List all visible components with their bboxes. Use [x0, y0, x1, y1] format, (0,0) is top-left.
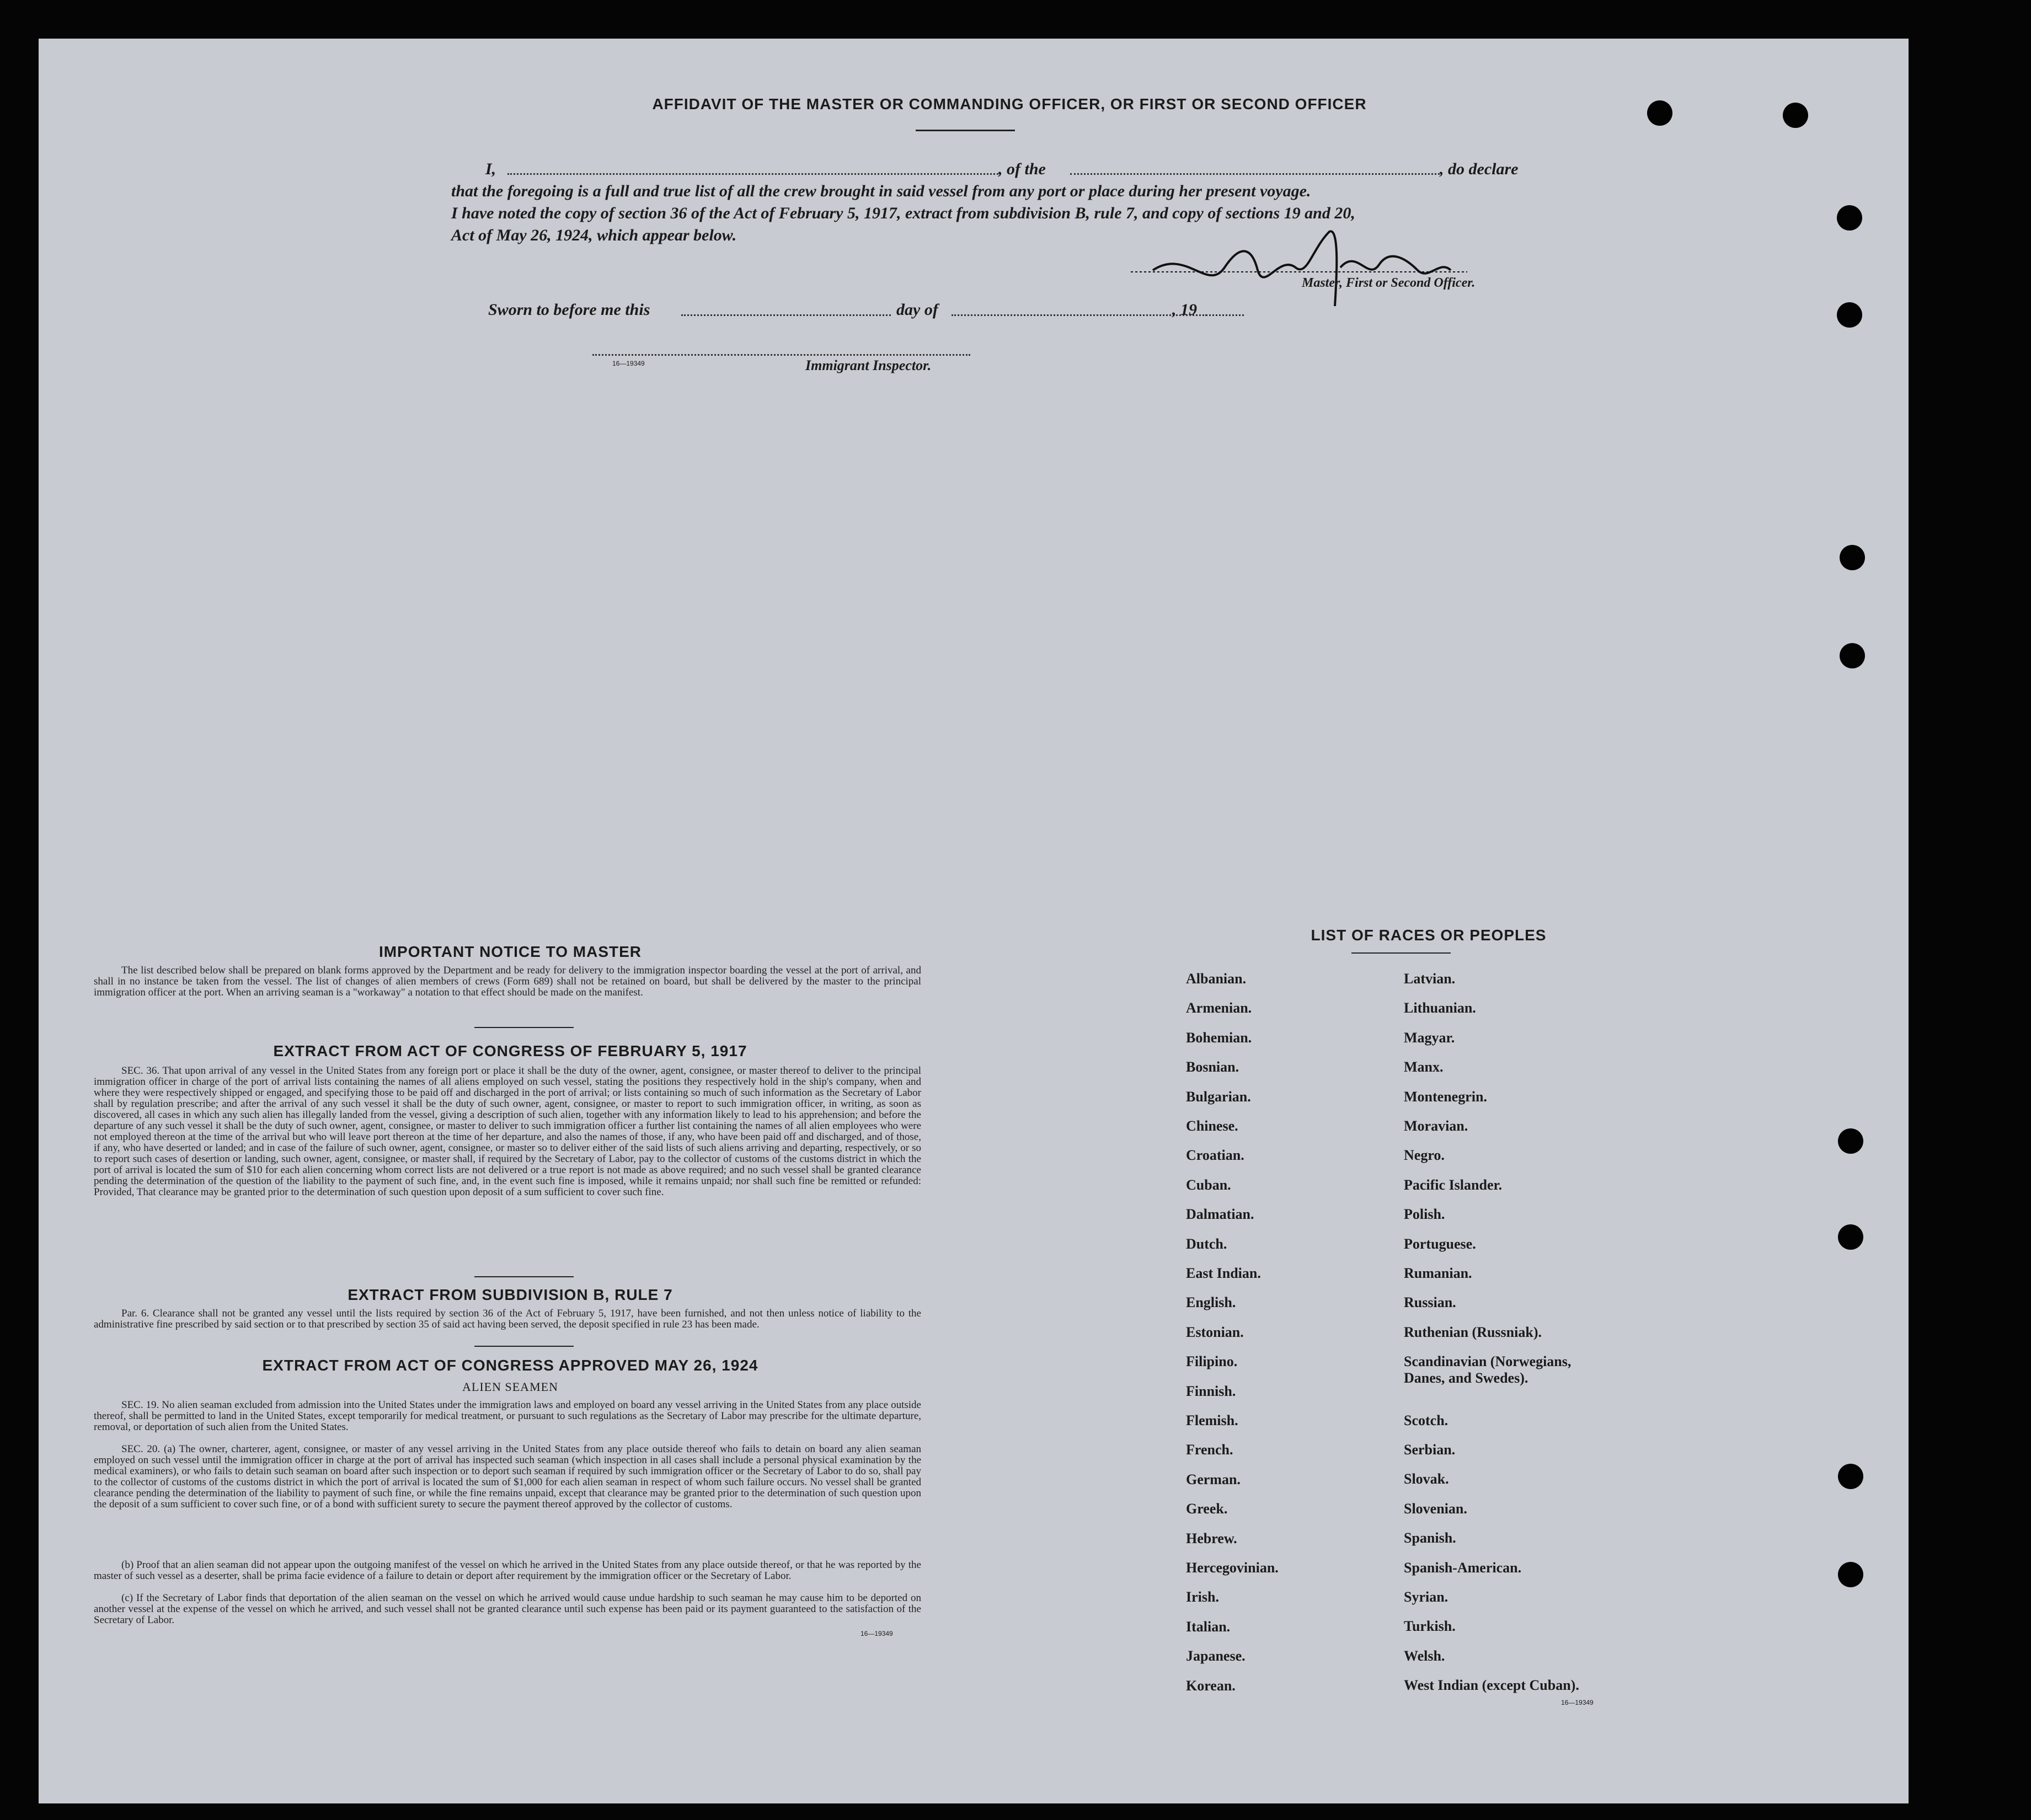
race-item: Negro.: [1404, 1147, 1445, 1164]
affidavit-line3: I have noted the copy of section 36 of the Act of February 5, 1917, extract from subdivision B, rule 7, and copy of sections 19 and 20,: [451, 204, 1355, 222]
vessel-blank: [1070, 173, 1440, 175]
document-page: [39, 39, 1909, 1803]
race-item: Turkish.: [1404, 1618, 1456, 1635]
affidavit-i: I,: [485, 160, 496, 178]
race-item: Scotch.: [1404, 1412, 1449, 1428]
race-item: Italian.: [1186, 1618, 1231, 1635]
race-item: Rumanian.: [1404, 1265, 1472, 1281]
race-item: East Indian.: [1186, 1265, 1261, 1281]
race-item: Hercegovinian.: [1186, 1560, 1279, 1576]
race-item: Latvian.: [1404, 971, 1456, 987]
race-item: Bosnian.: [1186, 1059, 1239, 1075]
race-item: Cuban.: [1186, 1176, 1231, 1193]
race-item: Bohemian.: [1186, 1029, 1252, 1046]
binder-hole: [1838, 1464, 1863, 1489]
race-item: Slovak.: [1404, 1471, 1449, 1487]
extract-1924-subtitle: ALIEN SEAMEN: [462, 1380, 558, 1394]
sworn-year: , 19: [1172, 301, 1197, 319]
binder-hole: [1838, 1562, 1863, 1587]
binder-hole: [1837, 302, 1862, 328]
race-item: Pacific Islander.: [1404, 1176, 1503, 1193]
race-item: Russian.: [1404, 1294, 1456, 1311]
extract-1924-form-number: 16—19349: [860, 1630, 893, 1637]
races-divider: [1351, 952, 1451, 954]
binder-hole: [1840, 545, 1865, 570]
race-item: Lithuanian.: [1404, 1000, 1476, 1016]
extract-1917-divider: [474, 1276, 574, 1277]
race-item: Spanish.: [1404, 1530, 1456, 1546]
race-item: Flemish.: [1186, 1412, 1238, 1428]
affidavit-line2: that the foregoing is a full and true list of all the crew brought in said vessel from any port or place during her present voyage.: [451, 182, 1311, 200]
race-item: Hebrew.: [1186, 1530, 1237, 1546]
race-item: Estonian.: [1186, 1324, 1244, 1340]
races-form-number: 16—19349: [1561, 1699, 1594, 1706]
race-item: Bulgarian.: [1186, 1088, 1251, 1105]
affidavit-title: AFFIDAVIT OF THE MASTER OR COMMANDING OFFICER, OR FIRST OR SECOND OFFICER: [652, 95, 1367, 113]
extract-1924-sec19: SEC. 19. No alien seaman excluded from admission into the United States under the immigration laws and employed on board any vessel arriving in the United States from any place outside thereof, shall be permitted to land in the United States, except temporarily for medical treatment, or pursuant to such regulations as the Secretary of Labor may prescribe for the ultimate departure, removal, or deportation of such alien from the United States.: [94, 1399, 921, 1433]
binder-hole: [1783, 103, 1808, 128]
name-blank: [507, 173, 998, 175]
race-item: Albanian.: [1186, 971, 1247, 987]
title-underline: [916, 130, 1015, 131]
race-item: Serbian.: [1404, 1442, 1456, 1458]
sworn-day-blank: [681, 314, 891, 316]
race-item: Korean.: [1186, 1677, 1236, 1694]
affidavit-line4: Act of May 26, 1924, which appear below.: [451, 226, 737, 244]
race-item: Slovenian.: [1404, 1500, 1467, 1517]
race-item: Spanish-American.: [1404, 1559, 1522, 1576]
signature-caption: Master, First or Second Officer.: [1302, 276, 1476, 290]
race-item: French.: [1186, 1442, 1233, 1458]
inspector-caption: Immigrant Inspector.: [805, 357, 932, 373]
extract-1924-title: EXTRACT FROM ACT OF CONGRESS APPROVED MAY 26, 1924: [262, 1357, 758, 1374]
race-item: Danes, and Swedes).: [1404, 1370, 1528, 1387]
sworn-year-blank: [1205, 314, 1244, 316]
race-item: Chinese.: [1186, 1118, 1238, 1134]
race-item: Irish.: [1186, 1589, 1219, 1605]
affidavit-declare: , do declare: [1440, 160, 1519, 178]
race-item: Welsh.: [1404, 1647, 1445, 1664]
race-item: Manx.: [1404, 1059, 1444, 1075]
master-signature: [1120, 215, 1506, 309]
notice-title: IMPORTANT NOTICE TO MASTER: [378, 943, 642, 960]
races-title: LIST OF RACES OR PEOPLES: [1311, 927, 1547, 944]
extract-rule7-body: Par. 6. Clearance shall not be granted any vessel until the lists required by section 36 of the Act of February 5, 1917, have been furnished, and not then unless notice of liability to the administrative fine prescribed by said section or to that prescribed by section 35 of said act having been served, the deposit specified in rule 23 has been made.: [94, 1308, 921, 1330]
extract-rule7-title: EXTRACT FROM SUBDIVISION B, RULE 7: [348, 1286, 673, 1303]
binder-hole: [1647, 100, 1672, 126]
affidavit-form-number: 16—19349: [612, 360, 645, 367]
binder-hole: [1838, 1128, 1863, 1154]
inspector-signature-line: [592, 354, 970, 356]
race-item: Portuguese.: [1404, 1235, 1476, 1252]
race-item: English.: [1186, 1294, 1236, 1311]
race-item: Magyar.: [1404, 1029, 1455, 1046]
notice-body: The list described below shall be prepared on blank forms approved by the Department and be ready for delivery to the immigration inspector boarding the vessel at the port of arrival, and shall in no instance be taken from the vessel. The list of changes of alien members of crews (Form 689) shall not be retained on board, but shall be delivered by the master to the principal immigration officer at the port. When an arriving seaman is a "workaway" a notation to that effect should be made on the manifest.: [94, 965, 921, 998]
binder-hole: [1840, 643, 1865, 668]
binder-hole: [1837, 205, 1862, 231]
race-item: Moravian.: [1404, 1118, 1468, 1134]
extract-1924-sec20a: SEC. 20. (a) The owner, charterer, agent, consignee, or master of any vessel arriving in the United States from any place outside thereof who fails to detain on board any alien seaman employed on such vessel until the immigration officer in charge at the port of arrival has inspected such seaman (which inspection in all cases shall include a personal physical examination by the medical examiners), or who fails to detain such seaman on board after such inspection or to deport such seaman if required by such immigration officer or the Secretary of Labor to do so, shall pay to the collector of customs of the customs district in which the port of arrival is located the sum of $1,000 for each alien seaman in respect of whom such failure occurs. No vessel shall be granted clearance pending the determination of the liability to payment of such fine, or while the fine remains unpaid, except that clearance may be granted prior to the determination of such question upon the deposit of a sum sufficient to cover such fine, or of a bond with sufficient surety to secure the payment thereof approved by the collector of customs.: [94, 1443, 921, 1510]
race-item: Dalmatian.: [1186, 1206, 1254, 1223]
race-item: Scandinavian (Norwegians,: [1404, 1353, 1572, 1370]
affidavit-of-the: , of the: [998, 160, 1046, 178]
binder-hole: [1838, 1224, 1863, 1250]
race-item: Montenegrin.: [1404, 1088, 1487, 1105]
race-item: German.: [1186, 1471, 1241, 1487]
notice-divider: [474, 1027, 574, 1028]
race-item: Filipino.: [1186, 1353, 1238, 1370]
race-item: Ruthenian (Russniak).: [1404, 1324, 1542, 1340]
sworn-prefix: Sworn to before me this: [488, 301, 650, 319]
race-item: Croatian.: [1186, 1147, 1244, 1164]
race-item: Polish.: [1404, 1206, 1445, 1223]
race-item: Finnish.: [1186, 1383, 1236, 1399]
race-item: Syrian.: [1404, 1589, 1449, 1605]
race-item: Greek.: [1186, 1501, 1228, 1517]
race-item: Japanese.: [1186, 1648, 1246, 1664]
sworn-day-of: day of: [896, 301, 938, 319]
extract-1924-sec20c: (c) If the Secretary of Labor finds that deportation of the alien seaman on the vessel on which he arrived would cause undue hardship to such seaman he may cause him to be deported on another vessel at the expense of the vessel on which he arrived, and such vessel shall not be granted clearance until such expense has been paid or its payment guaranteed to the satisfaction of the Secretary of Labor.: [94, 1592, 921, 1626]
extract-rule7-divider: [474, 1346, 574, 1347]
race-item: West Indian (except Cuban).: [1404, 1677, 1579, 1694]
extract-1917-body: SEC. 36. That upon arrival of any vessel in the United States from any foreign port or place it shall be the duty of the owner, agent, consignee, or master thereof to deliver to the principal immigration officer in charge of the port of arrival lists containing the names of all aliens employed on such vessel, stating the positions they respectively hold in the ship's company, when and where they were respectively shipped or engaged, and specifying those to be paid off and discharged in the port of arrival; or lists containing so much of such information as the Secretary of Labor shall by regulation prescribe; and after the arrival of any such vessel it shall be the duty of such owner, agent, consignee, or master to report to such immigration officer, in writing, as soon as discovered, all cases in which any such alien has illegally landed from the vessel, giving a description of such alien, together with any information likely to lead to his apprehension; and before the departure of any such vessel it shall be the duty of such owner, agent, consignee, or master to deliver to such immigration officer a further list containing the names of all alien employees who were not employed thereon at the time of the arrival but who will leave port thereon at the time of her departure, and also the names of those, if any, who have been paid off and discharged, and of those, if any, who have deserted or landed; and in case of the failure of such owner, agent, consignee, or master so to deliver either of the said lists of such aliens arriving and departing, respectively, or so to report such cases of desertion or landing, such owner, agent, consignee, or master shall, if required by the Secretary of Labor, pay to the collector of customs of the customs district in which the port of arrival is located the sum of $10 for each alien concerning whom correct lists are not delivered or a true report is not made as above required; and no such vessel shall be granted clearance pending the determination of the question of the liability to the payment of such fine, and, in the event such fine is imposed, while it remains unpaid; nor shall such fine be remitted or refunded: Provided, That clearance may be granted prior to the determination of such question upon deposit of a sum sufficient to cover such fine.: [94, 1065, 921, 1198]
extract-1917-title: EXTRACT FROM ACT OF CONGRESS OF FEBRUARY 5, 1917: [273, 1042, 747, 1059]
extract-1924-sec20b: (b) Proof that an alien seaman did not appear upon the outgoing manifest of the vessel on which he arrived in the United States from any place outside thereof, or that he was reported by the master of such vessel as a deserter, shall be prima facie evidence of a failure to detain or deport after requirement by the immigration officer or the Secretary of Labor.: [94, 1559, 921, 1582]
race-item: Armenian.: [1186, 1000, 1252, 1016]
race-item: Dutch.: [1186, 1235, 1227, 1252]
